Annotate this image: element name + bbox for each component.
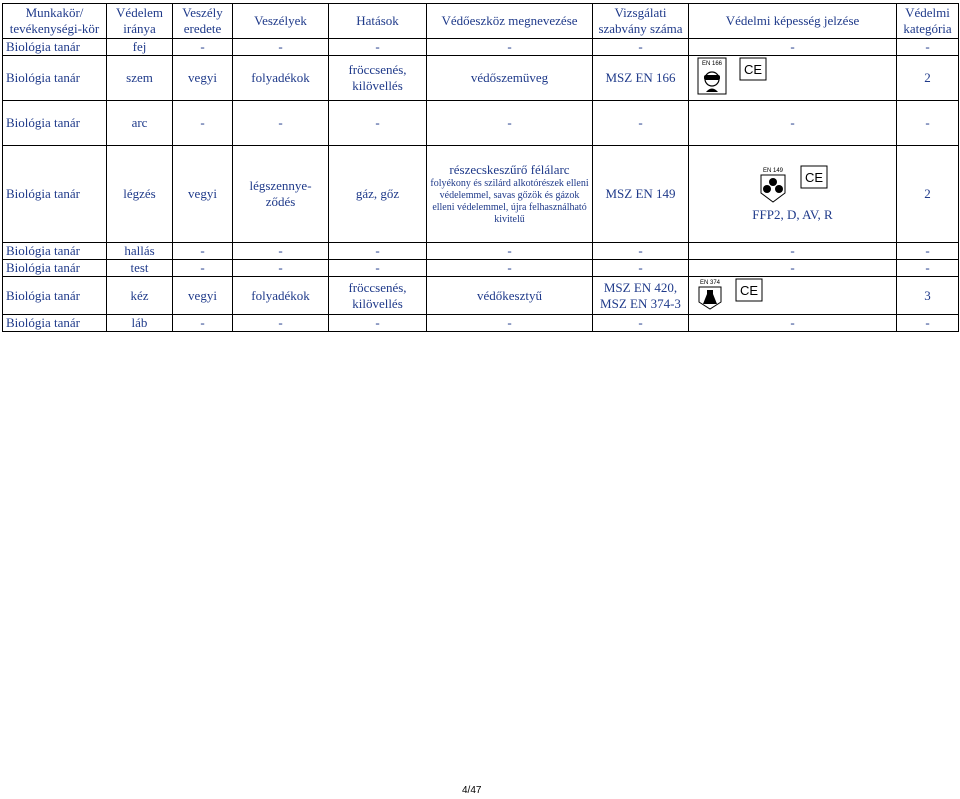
cell-hazard: légszennye-ződés — [233, 146, 329, 243]
table-row — [3, 260, 959, 277]
cell-direction: szem — [107, 56, 173, 101]
cell-standard: MSZ EN 166 — [593, 56, 689, 101]
cell-capability — [689, 277, 897, 315]
cell-category: 2 — [897, 146, 959, 243]
cell-hazard: folyadékok — [233, 56, 329, 101]
ppe-detail: folyékony és szilárd alkotórészek elleni védelemmel, savas gőzök és gázok elleni védelemmel, újra felhasználható kivitelű — [430, 178, 589, 225]
header-capability: Védelmi képesség jelzése — [689, 4, 897, 39]
cell-standard: - — [593, 315, 689, 332]
ce-mark-text: CE — [743, 62, 763, 77]
cell-capability — [689, 56, 897, 101]
cell-origin: - — [173, 39, 233, 56]
cell-job: Biológia tanár — [3, 260, 107, 277]
chemical-glove-pictogram-icon — [697, 278, 723, 314]
cell-category: 2 — [897, 56, 959, 101]
cell-category: - — [897, 101, 959, 146]
cell-standard: - — [593, 101, 689, 146]
en374-mark-text: EN 374 — [699, 279, 721, 286]
respirator-pictogram-icon — [758, 165, 788, 207]
table-row — [3, 315, 959, 332]
cell-origin: vegyi — [173, 146, 233, 243]
cell-ppe: - — [427, 243, 593, 260]
cell-hazard: - — [233, 243, 329, 260]
header-effects: Hatások — [329, 4, 427, 39]
header-job: Munkakör/ tevékenységi-kör — [3, 4, 107, 39]
cell-effect: - — [329, 101, 427, 146]
svg-text:CE: CE — [739, 282, 759, 298]
svg-text:CE: CE — [804, 170, 823, 185]
table-row — [3, 146, 959, 243]
ppe-table — [2, 3, 959, 332]
cell-category: - — [897, 243, 959, 260]
cell-job: Biológia tanár — [3, 146, 107, 243]
ce-mark-icon — [739, 57, 767, 85]
cell-ppe: - — [427, 101, 593, 146]
cell-origin: vegyi — [173, 56, 233, 101]
header-origin: Veszély eredete — [173, 4, 233, 39]
cell-ppe: - — [427, 260, 593, 277]
capability-text: FFP2, D, AV, R — [752, 207, 833, 222]
header-direction: Védelem iránya — [107, 4, 173, 39]
cell-capability: - — [689, 315, 897, 332]
cell-effect: fröccsenés, kilövellés — [329, 277, 427, 315]
en149-mark-text: EN 149 — [762, 168, 783, 174]
cell-origin: - — [173, 243, 233, 260]
ce-mark-icon — [800, 165, 828, 193]
cell-category: - — [897, 315, 959, 332]
cell-category: - — [897, 260, 959, 277]
cell-category: - — [897, 39, 959, 56]
cell-direction: láb — [107, 315, 173, 332]
table-row — [3, 243, 959, 260]
cell-origin: - — [173, 101, 233, 146]
cell-effect: - — [329, 315, 427, 332]
cell-job: Biológia tanár — [3, 56, 107, 101]
cell-capability: - — [689, 243, 897, 260]
header-row — [3, 4, 959, 39]
cell-ppe: - — [427, 39, 593, 56]
table-row — [3, 39, 959, 56]
cell-effect: gáz, gőz — [329, 146, 427, 243]
table-row — [3, 101, 959, 146]
cell-direction: test — [107, 260, 173, 277]
cell-direction: kéz — [107, 277, 173, 315]
cell-direction: hallás — [107, 243, 173, 260]
cell-capability: - — [689, 39, 897, 56]
table-row — [3, 56, 959, 101]
header-hazards: Veszélyek — [233, 4, 329, 39]
ce-mark-icon — [735, 278, 763, 306]
cell-origin: vegyi — [173, 277, 233, 315]
cell-job: Biológia tanár — [3, 243, 107, 260]
cell-direction: fej — [107, 39, 173, 56]
cell-job: Biológia tanár — [3, 277, 107, 315]
cell-ppe: védőkesztyű — [427, 277, 593, 315]
en166-mark-text: EN 166 — [701, 61, 723, 67]
cell-ppe: védőszemüveg — [427, 56, 593, 101]
cell-effect: - — [329, 260, 427, 277]
page-number: 4/47 — [462, 785, 482, 796]
cell-capability — [689, 146, 897, 243]
cell-capability: - — [689, 101, 897, 146]
cell-effect: fröccsenés, kilövellés — [329, 56, 427, 101]
table-row — [3, 277, 959, 315]
header-category: Védelmi kategória — [897, 4, 959, 39]
cell-standard: - — [593, 243, 689, 260]
cell-standard: - — [593, 39, 689, 56]
cell-hazard: - — [233, 260, 329, 277]
cell-hazard: - — [233, 101, 329, 146]
cell-job: Biológia tanár — [3, 101, 107, 146]
cell-ppe — [427, 146, 593, 243]
cell-standard: MSZ EN 420, MSZ EN 374-3 — [593, 277, 689, 315]
header-ppe-name: Védőeszköz megnevezése — [427, 4, 593, 39]
header-standard: Vizsgálati szabvány száma — [593, 4, 689, 39]
cell-category: 3 — [897, 277, 959, 315]
cell-origin: - — [173, 260, 233, 277]
eye-protection-pictogram-icon — [697, 57, 727, 99]
cell-hazard: - — [233, 39, 329, 56]
cell-capability: - — [689, 260, 897, 277]
cell-hazard: - — [233, 315, 329, 332]
cell-ppe: - — [427, 315, 593, 332]
cell-job: Biológia tanár — [3, 315, 107, 332]
cell-standard: - — [593, 260, 689, 277]
cell-effect: - — [329, 39, 427, 56]
cell-hazard: folyadékok — [233, 277, 329, 315]
cell-direction: légzés — [107, 146, 173, 243]
cell-job: Biológia tanár — [3, 39, 107, 56]
cell-origin: - — [173, 315, 233, 332]
ppe-name: részecskeszűrő félálarc — [449, 162, 570, 177]
cell-standard: MSZ EN 149 — [593, 146, 689, 243]
cell-effect: - — [329, 243, 427, 260]
cell-direction: arc — [107, 101, 173, 146]
